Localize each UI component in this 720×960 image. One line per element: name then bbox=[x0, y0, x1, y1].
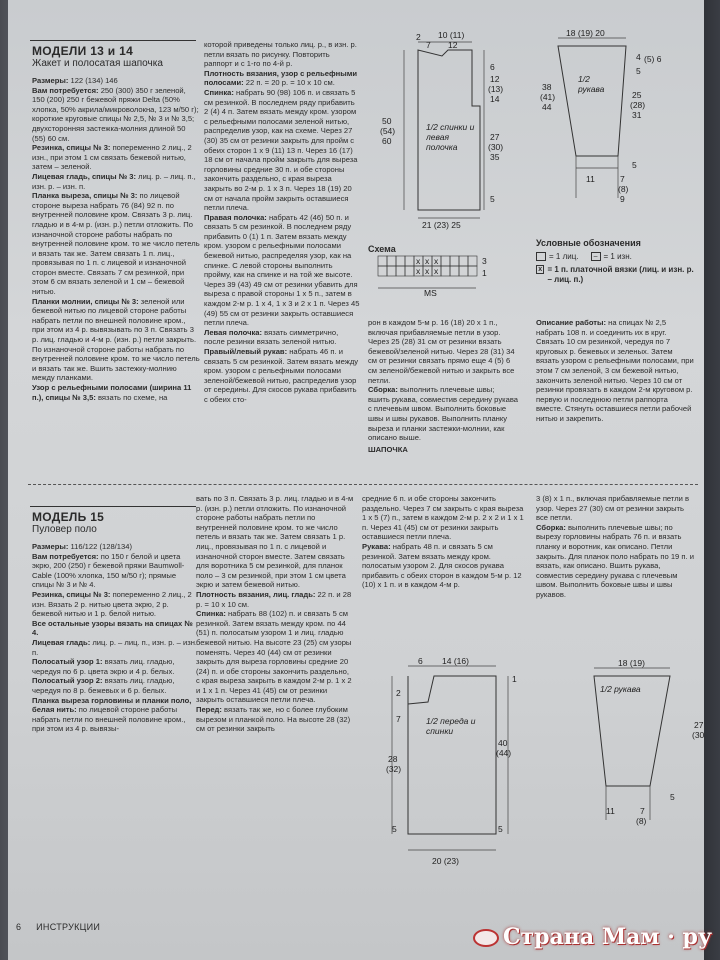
schema-ms-label: MS bbox=[424, 288, 437, 298]
s-dim-13: 9 bbox=[620, 194, 625, 204]
schema-cell bbox=[468, 256, 477, 266]
paragraph: Полосатый узор 2: вязать лиц. гладью, чередуя по 8 р. бежевых и 6 р. белых. bbox=[32, 676, 175, 695]
body-diagram-label: 1/2 спинки и левая полочка bbox=[426, 122, 475, 152]
schema-cell bbox=[405, 266, 414, 276]
schema-cell bbox=[405, 256, 414, 266]
paragraph: Сборка: выполнить плечевые швы; вшить рукава, совместив середину рукава с плечевым швом. Выполнить боковые швы и швы рукавов. Выполнить планку выреза и планки застежки-молнии, как описано выше. bbox=[368, 385, 519, 443]
paragraph: Лицевая гладь, спицы № 3: лиц. р. – лиц. п., изн. р. – изн. п. bbox=[32, 171, 196, 191]
watermark bbox=[473, 924, 712, 950]
model-15-subtitle: Пуловер поло bbox=[32, 524, 97, 535]
b15-dim-7: 40 bbox=[498, 738, 508, 748]
schema-cell bbox=[378, 256, 387, 266]
s-dim-3: 5 bbox=[636, 66, 641, 76]
dim-11: 27 bbox=[490, 132, 500, 142]
body-diagram-15-label: 1/2 переда и спинки bbox=[426, 716, 476, 736]
b15-dim-3: 2 bbox=[396, 688, 401, 698]
model-15-col3 bbox=[362, 494, 526, 590]
sleeve-outline bbox=[558, 46, 626, 156]
s-dim-6: 44 bbox=[542, 102, 552, 112]
s-dim-14: 5 bbox=[632, 160, 637, 170]
schema-grid bbox=[378, 256, 477, 276]
model-13-14-col3 bbox=[368, 318, 518, 454]
paragraph: Узор с рельефными полосами (ширина 11 п.), спицы № 3,5: вязать по схеме, на bbox=[32, 383, 192, 402]
dim-8: 50 bbox=[382, 116, 392, 126]
schema-cell-mark: x bbox=[434, 266, 439, 276]
paragraph: Спинка: набрать 88 (102) п. и связать 5 см резинкой. Затем вязать между кром. по 44 (51) п. полосатым узором 1 и лиц. гладью бежевой нитью. На высоте 23 (25) см узоры поменять. Через 40 (44) см от резинки закрыть для выреза горловины средние 20 (24) п. и обе стороны закончить раздельно, с края выреза закрыть в каждом 2-м р. 1 х 2 и 1 х 1 п. Через 41 (45) см от резинки закрыть оставшиеся петли плеча. bbox=[196, 609, 352, 705]
hat-heading: ШАПОЧКА bbox=[368, 444, 408, 454]
b15-dim-4: 7 bbox=[396, 714, 401, 724]
paragraph: 3 (8) х 1 п., включая прибавляемые петли в узор. Через 27 (30) см от резинки закрыть все петли. bbox=[536, 494, 690, 523]
dim-3: 12 bbox=[448, 40, 458, 50]
b15-dim-6: (32) bbox=[386, 764, 402, 774]
dim-14: 5 bbox=[490, 194, 495, 204]
paragraph: рон в каждом 5-м р. 16 (18) 20 х 1 п., включая прибавляемые петли в узор. Через 25 (28) 31 см от резинки вязать бежевой/зеленой нитью. Через 28 (31) 34 см от резинки связать прямо еще 4 (5) 6 см зеленой/бежевой нитью и закрыть все петли. bbox=[368, 318, 515, 385]
model-13-14-col4 bbox=[536, 318, 694, 424]
schema-title: Схема bbox=[368, 244, 396, 254]
s-dim-12: (8) bbox=[618, 184, 629, 194]
legend-item-purl: – = 1 изн. bbox=[591, 252, 632, 262]
s15-dim-4: 7 bbox=[640, 806, 645, 816]
s-dim-10: 11 bbox=[586, 174, 595, 184]
model-15-col4 bbox=[536, 494, 696, 600]
schema-cell bbox=[459, 266, 468, 276]
paragraph: Левая полочка: вязать симметрично, после резинки вязать зеленой нитью. bbox=[204, 327, 339, 347]
b15-dim-1: 14 (16) bbox=[442, 656, 469, 666]
legend-knit-symbol bbox=[536, 252, 546, 261]
dim-5: 12 bbox=[490, 74, 500, 84]
schema-cell bbox=[441, 256, 450, 266]
paragraph: Вам потребуется: 250 (300) 350 г зеленой, 150 (200) 250 г бежевой пряжи Delta (50% хлопка, 50% акрила/микроволокна, 123 м/50 г); короткие круговые спицы № 2,5, № 3 и № 3,5; двухсторонняя застежка-молния длиной 50 (55) 60 см. bbox=[32, 85, 199, 143]
paragraph: Все остальные узоры вязать на спицах № 4. bbox=[32, 618, 193, 638]
dim-6: (13) bbox=[488, 84, 504, 94]
s-dim-2: (5) 6 bbox=[644, 54, 662, 64]
model-13-14-subtitle: Жакет и полосатая шапочка bbox=[32, 58, 163, 69]
b15-dim-9: 5 bbox=[392, 824, 397, 834]
schema-cell-mark: x bbox=[416, 256, 421, 266]
s-dim-5: (41) bbox=[540, 92, 556, 102]
b15-dim-11: 20 (23) bbox=[432, 856, 459, 866]
schema-row-3: 3 bbox=[482, 256, 487, 266]
s15-dim-6: 5 bbox=[670, 792, 675, 802]
stitch-schema bbox=[368, 254, 528, 298]
s-dim-7: 25 bbox=[632, 90, 642, 100]
header-rule bbox=[30, 40, 196, 41]
body-outline-15 bbox=[408, 676, 496, 834]
legend-item-garter: x = 1 п. платочной вязки (лиц. и изн. р. – лиц. п.) bbox=[536, 265, 696, 285]
schema-cell bbox=[378, 266, 387, 276]
paragraph: Правая полочка: набрать 42 (46) 50 п. и связать 5 см резинкой. В последнем ряду прибавить 0 (1) 1 п. Затем вязать между кром. узором с рельефными полосами бежевой нитью, распределяя узор, как на спинке. С левой стороны выполнить пройму, как на спинке и на той же высоте. Через 39 (43) 49 см от резинки убавить для выреза с правой стороны 1 х 5 п., затем в каждом 2-м р. 1 х 4, 1 х 3 и 2 х 1 п. Через 45 (49) 55 см от резинки закрыть оставшиеся петли плеча. bbox=[204, 212, 360, 328]
s-dim-9: 31 bbox=[632, 110, 642, 120]
s-dim-11: 7 bbox=[620, 174, 625, 184]
paragraph: Планки молнии, спицы № 3: зеленой или бежевой нитью по лицевой стороне работы набрать петли по внешней половине кром., при этом из 4 р. вывязывать по 3 п. Связать 3 р. лиц. гладью и 4-м р. (изн. р.) петли закрыть. По изнаночной стороне работы набрать по внутренней половине кром. то же число петель и вязать так же. Вшить застежку-молнию между планками. bbox=[32, 296, 200, 383]
s15-dim-3: 11 bbox=[606, 806, 615, 816]
paragraph: Вам потребуется: по 150 г белой и цвета экрю, 200 (250) г бежевой пряжи Baumwoll-Cable (100% хлопка, 150 м/50 г); прямые спицы № 3 и № 4. bbox=[32, 551, 185, 590]
header-rule-15 bbox=[30, 506, 196, 507]
paragraph: Рукава: набрать 48 п. и связать 5 см резинкой. Затем вязать между кром. полосатым узором 2. Для скосов рукава прибавить с обеих сторон в каждом 5-м р. 12 (10) х 1 п. и в каждом 4-м р. bbox=[362, 541, 522, 590]
paragraph: Перед: вязать так же, но с более глубоким вырезом и планкой поло. На высоте 28 (32) см от резинки закрыть bbox=[196, 705, 351, 734]
dim-4: 6 bbox=[490, 62, 495, 72]
magazine-page bbox=[8, 0, 708, 960]
dim-9: (54) bbox=[380, 126, 396, 136]
paragraph: которой приведены только лиц. р., в изн. р. петли вязать по рисунку. Повторить раппорт и с 1-го по 4-й р. bbox=[204, 40, 357, 69]
paragraph: Правый/левый рукав: набрать 46 п. и связать 5 см резинкой. Затем вязать между кром. узором с рельефными полосами зеленой/бежевой нитью, распределив узор от середины. Для скосов рукава прибавить с обеих сто- bbox=[204, 347, 359, 404]
schema-cell bbox=[387, 266, 396, 276]
b15-dim-2: 1 bbox=[512, 674, 517, 684]
paragraph: Планка выреза горловины и планки поло, белая нить: по лицевой стороне работы набрать петли по внешней половине кром., при этом из 4 р. вывязы- bbox=[32, 695, 192, 734]
page-number: 6 bbox=[16, 922, 22, 932]
paragraph: Резинка, спицы № 3: попеременно 2 лиц., 2 изн., при этом 1 см связать бежевой нитью, затем – зеленой. bbox=[32, 143, 192, 172]
s-dim-1: 4 bbox=[636, 52, 641, 62]
model-15-title: МОДЕЛЬ 15 bbox=[32, 510, 105, 524]
page-footer bbox=[16, 922, 112, 932]
paragraph: Размеры: 116/122 (128/134) bbox=[32, 542, 132, 551]
paragraph: средние 6 п. и обе стороны закончить раздельно. Через 7 см закрыть с края выреза 1 х 5 (7) п., затем в каждом 2-м р. 2 х 2 и 1 х 1 п. Через 41 (45) см от резинки закрыть оставшиеся петли плеча. bbox=[362, 494, 524, 542]
legend-garter-symbol: x bbox=[536, 265, 544, 274]
dim-12: (30) bbox=[488, 142, 504, 152]
paragraph: Планка выреза, спицы № 3: по лицевой стороне выреза набрать 76 (84) 92 п. по внутренней половине кром. Связать 3 р. лиц. гладью и в 4-м р. (изн. р.) петли отложить. По изнаночной стороне работы набрать по внутренней половине кром. то же число петель и вязать так же. Затем связать 1 п. лиц., провязывая по 1 п. с лицевой и изнаночной сторон вместе. Связать 7 см резинкой, при этом 6 см вязать зеленой и 1 см – бежевой нитью. bbox=[32, 191, 200, 297]
paragraph: Размеры: 122 (134) 146 bbox=[32, 76, 118, 85]
schema-cell bbox=[387, 256, 396, 266]
schema-cell bbox=[450, 256, 459, 266]
schema-cell-mark: x bbox=[434, 256, 439, 266]
s15-dim-0: 18 (19) bbox=[618, 658, 645, 668]
dim-0: 2 bbox=[416, 32, 421, 42]
dim-2: 10 (11) bbox=[438, 30, 465, 40]
legend-item-knit: = 1 лиц. bbox=[536, 252, 579, 262]
schema-cell bbox=[459, 256, 468, 266]
s15-dim-5: (8) bbox=[636, 816, 647, 826]
page-section: ИНСТРУКЦИИ bbox=[36, 922, 101, 932]
paragraph: Спинка: набрать 90 (98) 106 п. и связать 5 см резинкой. В последнем ряду прибавить 2 (4) 4 п. Затем вязать между кром. узором с рельефными полосами зеленой нитью, распределив узор, как на схеме. Через 27 (30) 35 см от резинки закрыть для пройм с обеих сторон 1 х 9 (11) 13 п. Через 16 (17) 18 см от начала пройм закрыть для выреза горловины средние 30 п. и обе стороны закончить раздельно, с края выреза закрыть во 2-м р. 1 х 3 п. Через 18 (19) 20 см от начала пройм закрыть оставшиеся петли плеча. bbox=[204, 87, 358, 213]
paragraph: Описание работы: на спицах № 2,5 набрать 108 п. и соединить их в круг. Связать 10 см резинкой, чередуя по 7 круговых р. бежевых и зеленых. Затем вязать узором с рельефными полосами, при этом 7 см зеленой, 3 см бежевой нитью, закончить зеленой нитью. Через 10 см от резинки провязать в каждом 2-м круговом р. первую и последнюю петли раппорта вместе. Стянуть оставшиеся петли рабочей нитью и закрепить. bbox=[536, 318, 694, 423]
dim-13: 35 bbox=[490, 152, 500, 162]
paragraph: Лицевая гладь: лиц. р. – лиц. п., изн. р. – изн. п. bbox=[32, 637, 198, 657]
sleeve-diagram-15-label: 1/2 рукава bbox=[600, 684, 641, 694]
schema-cell-mark: x bbox=[425, 256, 430, 266]
sleeve-diagram-label: 1/2 рукава bbox=[578, 74, 605, 94]
legend-purl-symbol: – bbox=[591, 252, 601, 261]
dim-7: 14 bbox=[490, 94, 500, 104]
model-13-14-col2 bbox=[204, 40, 360, 405]
legend bbox=[536, 238, 696, 285]
schema-cell bbox=[396, 266, 405, 276]
sleeve-diagram-15 bbox=[578, 658, 708, 840]
schema-cell bbox=[396, 256, 405, 266]
paragraph: Резинка, спицы № 3: попеременно 2 лиц., 2 изн. Вязать 2 р. нитью цвета экрю, 2 р. бежевой нитью и 1 р. белой нитью. bbox=[32, 589, 192, 619]
model-15-col1 bbox=[32, 510, 200, 734]
model-15-col2 bbox=[196, 494, 354, 734]
s15-dim-2: (30) bbox=[692, 730, 708, 740]
b15-dim-0: 6 bbox=[418, 656, 423, 666]
b15-dim-10: 5 bbox=[498, 824, 503, 834]
paragraph: Плотность вязания, узор с рельефными полосами: 22 п. = 20 р. = 10 х 10 см. bbox=[204, 68, 358, 88]
s-dim-0: 18 (19) 20 bbox=[566, 28, 605, 38]
schema-cell-mark: x bbox=[425, 266, 430, 276]
s-dim-4: 38 bbox=[542, 82, 552, 92]
b15-dim-5: 28 bbox=[388, 754, 398, 764]
section-separator bbox=[28, 484, 698, 485]
watermark-logo-icon bbox=[473, 929, 499, 947]
schema-row-1: 1 bbox=[482, 268, 487, 278]
body-diagram-13-14 bbox=[368, 28, 518, 238]
paragraph: вать по 3 п. Связать 3 р. лиц. гладью и в 4-м р. (изн. р.) петли отложить. По изнаночной стороне работы набрать петли по внутренней половине кром. то же число петель и вязать так же. Затем связать 1 р. лиц., провязывая по 1 п. с лицевой и изнаночной сторон вместе. Затем связать для воротника 5 см резинкой, для планок поло – 3 см резинкой, при этом 1 см цвета экрю и затем бежевой нитью. bbox=[196, 494, 354, 590]
paragraph: Сборка: выполнить плечевые швы; по вырезу горловины набрать 76 п. и вязать планку и воротник, как описано. Петли закрыть. Для планок поло набрать по 19 п. и вязать, как описано. Вшить рукава, совместив середину рукава с плечевым швом. Выполнить боковые швы и швы рукавов. bbox=[536, 522, 694, 599]
s15-dim-1: 27 bbox=[694, 720, 704, 730]
watermark-text: Страна Мам · ру bbox=[503, 924, 712, 950]
model-13-14-col1 bbox=[32, 44, 200, 402]
model-13-14-title: МОДЕЛИ 13 и 14 bbox=[32, 44, 134, 58]
schema-cell-mark: x bbox=[416, 266, 421, 276]
b15-dim-8: (44) bbox=[496, 748, 512, 758]
schema-cell bbox=[468, 266, 477, 276]
legend-title: Условные обозначения bbox=[536, 238, 641, 248]
schema-cell bbox=[450, 266, 459, 276]
schema-cell bbox=[441, 266, 450, 276]
dim-1: 7 bbox=[426, 40, 431, 50]
paragraph: Полосатый узор 1: вязать лиц. гладью, чередуя по 6 р. цвета экрю и 4 р. белых. bbox=[32, 657, 175, 676]
dim-10: 60 bbox=[382, 136, 392, 146]
body-diagram-15 bbox=[362, 652, 532, 872]
s-dim-8: (28) bbox=[630, 100, 646, 110]
dim-15: 21 (23) 25 bbox=[422, 220, 461, 230]
paragraph: Плотность вязания, лиц. гладь: 22 п. и 28 р. = 10 х 10 см. bbox=[196, 589, 352, 609]
sleeve-diagram-13-14 bbox=[536, 28, 686, 238]
